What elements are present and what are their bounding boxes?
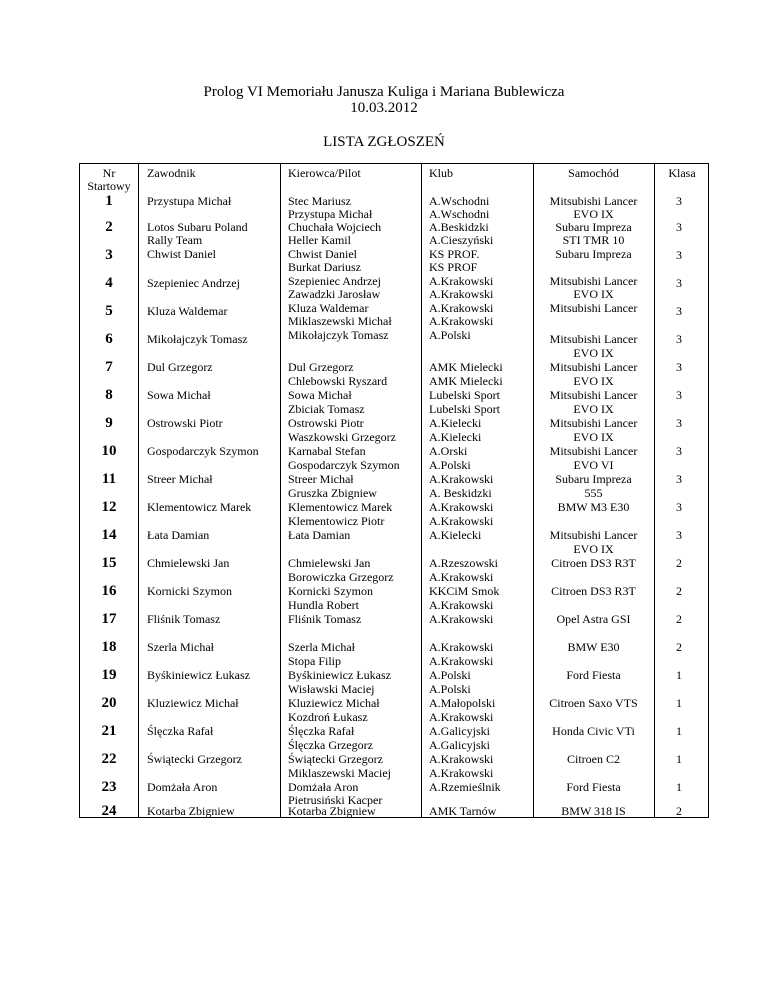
club-name: A.Kielecki: [429, 416, 482, 430]
car-model: EVO IX: [573, 430, 614, 444]
competitor-name: Kluziewicz Michał: [147, 696, 239, 710]
car-model: Citroen DS3 R3T: [551, 584, 636, 598]
car-model: Mitsubishi Lancer: [549, 301, 638, 315]
club-name: A.Krakowski: [429, 570, 494, 584]
car-model: EVO VI: [573, 458, 614, 472]
car-model: Ford Fiesta: [566, 780, 621, 794]
class-value: 3: [676, 194, 682, 208]
car-model: BMW 318 IS: [561, 804, 626, 818]
competitor-name: Szepieniec Andrzej: [147, 276, 240, 290]
club-name: A.Polski: [429, 458, 471, 472]
competitor-name: Fliśnik Tomasz: [147, 612, 221, 626]
car-model: Mitsubishi Lancer: [549, 274, 638, 288]
competitor-name: Kotarba Zbigniew: [147, 804, 235, 818]
club-name: A.Krakowski: [429, 766, 494, 780]
competitor-name: Mikołajczyk Tomasz: [147, 332, 248, 346]
crew-member: Heller Kamil: [288, 233, 351, 247]
club-name: A.Beskidzki: [429, 220, 489, 234]
car-model: EVO IX: [573, 287, 614, 301]
class-value: 3: [676, 528, 682, 542]
class-value: 3: [676, 304, 682, 318]
crew-member: Fliśnik Tomasz: [288, 612, 362, 626]
crew-member: Świątecki Grzegorz: [288, 752, 383, 766]
club-name: A.Krakowski: [429, 640, 494, 654]
competitor-name: Gospodarczyk Szymon: [147, 444, 259, 458]
competitor-name: Kornicki Szymon: [147, 584, 232, 598]
header-zawodnik: Zawodnik: [147, 166, 196, 180]
start-number: 19: [101, 667, 117, 683]
car-model: Mitsubishi Lancer: [549, 194, 638, 208]
crew-member: Pietrusiński Kacper: [288, 793, 383, 807]
crew-member: Waszkowski Grzegorz: [288, 430, 396, 444]
club-name: A.Krakowski: [429, 514, 494, 528]
column-divider: [280, 164, 281, 817]
start-number: 3: [105, 247, 113, 263]
crew-member: Dul Grzegorz: [288, 360, 354, 374]
crew-member: Streer Michał: [288, 472, 354, 486]
class-value: 3: [676, 500, 682, 514]
start-number: 24: [101, 803, 117, 819]
start-number: 11: [101, 471, 117, 487]
start-number: 2: [105, 219, 113, 235]
class-value: 1: [676, 780, 682, 794]
competitor-name: Łata Damian: [147, 528, 210, 542]
club-name: A.Krakowski: [429, 500, 494, 514]
competitor-name: Byśkiniewicz Łukasz: [147, 668, 250, 682]
class-value: 3: [676, 332, 682, 346]
club-name: A.Krakowski: [429, 287, 494, 301]
competitor-name: Chwist Daniel: [147, 247, 216, 261]
competitor-name: Przystupa Michał: [147, 194, 232, 208]
start-number: 7: [105, 359, 113, 375]
car-model: 555: [584, 486, 603, 500]
club-name: A.Kielecki: [429, 528, 482, 542]
club-name: A.Cieszyński: [429, 233, 494, 247]
competitor-name: Szerla Michał: [147, 640, 214, 654]
class-value: 3: [676, 472, 682, 486]
car-model: Mitsubishi Lancer: [549, 360, 638, 374]
club-name: A.Krakowski: [429, 472, 494, 486]
header-samochod: Samochód: [568, 166, 619, 180]
class-value: 2: [676, 612, 682, 626]
start-number: 17: [101, 611, 117, 627]
crew-member: Mikołajczyk Tomasz: [288, 328, 389, 342]
club-name: A.Krakowski: [429, 301, 494, 315]
crew-member: Chmielewski Jan: [288, 556, 371, 570]
club-name: A.Galicyjski: [429, 724, 490, 738]
car-model: Subaru Impreza: [555, 472, 632, 486]
crew-member: Chwist Daniel: [288, 247, 357, 261]
start-number: 5: [105, 303, 113, 319]
club-name: A.Krakowski: [429, 710, 494, 724]
competitor-name: Lotos Subaru Poland: [147, 220, 248, 234]
class-value: 3: [676, 248, 682, 262]
start-number: 4: [105, 275, 113, 291]
start-number: 16: [101, 583, 117, 599]
crew-member: Kotarba Zbigniew: [288, 804, 376, 818]
class-value: 2: [676, 640, 682, 654]
club-name: KS PROF: [429, 260, 478, 274]
start-number: 10: [101, 443, 117, 459]
competitor-name: Domżała Aron: [147, 780, 218, 794]
header-kierowca: Kierowca/Pilot: [288, 166, 361, 180]
crew-member: Chlebowski Ryszard: [288, 374, 388, 388]
car-model: STI TMR 10: [562, 233, 625, 247]
class-value: 1: [676, 724, 682, 738]
club-name: AMK Tarnów: [429, 804, 497, 818]
start-number: 8: [105, 387, 113, 403]
start-number: 15: [101, 555, 117, 571]
crew-member: Miklaszewski Michał: [288, 314, 392, 328]
crew-member: Gruszka Zbigniew: [288, 486, 377, 500]
club-name: A.Rzeszowski: [429, 556, 498, 570]
entry-table: [79, 163, 709, 818]
club-name: A.Polski: [429, 668, 471, 682]
class-value: 1: [676, 696, 682, 710]
class-value: 2: [676, 804, 682, 818]
class-value: 1: [676, 752, 682, 766]
club-name: A.Krakowski: [429, 612, 494, 626]
document-date: 10.03.2012: [350, 100, 418, 116]
crew-member: Sowa Michał: [288, 388, 352, 402]
competitor-name: Chmielewski Jan: [147, 556, 230, 570]
crew-member: Zawadzki Jarosław: [288, 287, 381, 301]
car-model: Mitsubishi Lancer: [549, 444, 638, 458]
competitor-name: Rally Team: [147, 233, 203, 247]
car-model: Honda Civic VTi: [552, 724, 635, 738]
class-value: 3: [676, 276, 682, 290]
competitor-name: Klementowicz Marek: [147, 500, 252, 514]
crew-member: Kluza Waldemar: [288, 301, 369, 315]
crew-member: Szerla Michał: [288, 640, 355, 654]
start-number: 18: [101, 639, 117, 655]
competitor-name: Streer Michał: [147, 472, 213, 486]
crew-member: Łata Damian: [288, 528, 351, 542]
club-name: A. Beskidzki: [429, 486, 492, 500]
club-name: A.Krakowski: [429, 598, 494, 612]
start-number: 12: [101, 499, 117, 515]
start-number: 23: [101, 779, 117, 795]
start-number: 21: [101, 723, 117, 739]
car-model: BMW M3 E30: [557, 500, 630, 514]
crew-member: Ostrowski Piotr: [288, 416, 364, 430]
club-name: A.Krakowski: [429, 314, 494, 328]
competitor-name: Ostrowski Piotr: [147, 416, 223, 430]
car-model: EVO IX: [573, 542, 614, 556]
car-model: Citroen DS3 R3T: [551, 556, 636, 570]
crew-member: Chuchała Wojciech: [288, 220, 382, 234]
class-value: 1: [676, 668, 682, 682]
club-name: KKCiM Smok: [429, 584, 500, 598]
crew-member: Szepieniec Andrzej: [288, 274, 381, 288]
class-value: 2: [676, 556, 682, 570]
club-name: A.Galicyjski: [429, 738, 490, 752]
class-value: 3: [676, 360, 682, 374]
car-model: Subaru Impreza: [555, 247, 632, 261]
crew-member: Kornicki Szymon: [288, 584, 373, 598]
header-nr-line2: Startowy: [87, 179, 131, 193]
club-name: A.Wschodni: [429, 207, 490, 221]
document-subtitle: LISTA ZGŁOSZEŃ: [323, 134, 445, 150]
start-number: 1: [105, 193, 113, 209]
car-model: Mitsubishi Lancer: [549, 332, 638, 346]
header-nr-line1: Nr: [102, 166, 116, 180]
car-model: Subaru Impreza: [555, 220, 632, 234]
crew-member: Gospodarczyk Szymon: [288, 458, 400, 472]
club-name: A.Wschodni: [429, 194, 490, 208]
start-number: 6: [105, 331, 113, 347]
crew-member: Stec Mariusz: [288, 194, 351, 208]
competitor-name: Ślęczka Rafał: [147, 724, 214, 738]
start-number: 20: [101, 695, 117, 711]
club-name: AMK Mielecki: [429, 360, 503, 374]
crew-member: Burkat Dariusz: [288, 260, 361, 274]
car-model: Ford Fiesta: [566, 668, 621, 682]
crew-member: Ślęczka Rafał: [288, 724, 355, 738]
crew-member: Zbiciak Tomasz: [288, 402, 365, 416]
header-klub: Klub: [429, 166, 453, 180]
crew-member: Kozdroń Łukasz: [288, 710, 368, 724]
document-title: Prolog VI Memoriału Janusza Kuliga i Mariana Bublewicza: [203, 84, 565, 100]
car-model: EVO IX: [573, 374, 614, 388]
start-number: 22: [101, 751, 117, 767]
crew-member: Ślęczka Grzegorz: [288, 738, 373, 752]
class-value: 3: [676, 388, 682, 402]
class-value: 3: [676, 416, 682, 430]
competitor-name: Kluza Waldemar: [147, 304, 228, 318]
crew-member: Miklaszewski Maciej: [288, 766, 391, 780]
car-model: Mitsubishi Lancer: [549, 416, 638, 430]
competitor-name: Dul Grzegorz: [147, 360, 213, 374]
car-model: Opel Astra GSI: [556, 612, 631, 626]
car-model: EVO IX: [573, 346, 614, 360]
crew-member: Karnabal Stefan: [288, 444, 366, 458]
competitor-name: Sowa Michał: [147, 388, 211, 402]
crew-member: Przystupa Michał: [288, 207, 373, 221]
crew-member: Domżała Aron: [288, 780, 359, 794]
club-name: A.Małopolski: [429, 696, 496, 710]
class-value: 3: [676, 444, 682, 458]
club-name: A.Orski: [429, 444, 468, 458]
crew-member: Stopa Filip: [288, 654, 342, 668]
car-model: Citroen C2: [567, 752, 620, 766]
club-name: A.Kielecki: [429, 430, 482, 444]
start-number: 9: [105, 415, 113, 431]
club-name: AMK Mielecki: [429, 374, 503, 388]
club-name: Lubelski Sport: [429, 388, 500, 402]
header-klasa: Klasa: [668, 166, 696, 180]
club-name: A.Polski: [429, 328, 471, 342]
club-name: A.Polski: [429, 682, 471, 696]
club-name: A.Krakowski: [429, 274, 494, 288]
crew-member: Wisławski Maciej: [288, 682, 375, 696]
car-model: EVO IX: [573, 402, 614, 416]
start-number: 14: [101, 527, 117, 543]
crew-member: Klementowicz Piotr: [288, 514, 385, 528]
car-model: Citroen Saxo VTS: [549, 696, 638, 710]
crew-member: Kluziewicz Michał: [288, 696, 380, 710]
crew-member: Borowiczka Grzegorz: [288, 570, 394, 584]
car-model: BMW E30: [567, 640, 620, 654]
car-model: EVO IX: [573, 207, 614, 221]
club-name: Lubelski Sport: [429, 402, 500, 416]
club-name: A.Krakowski: [429, 654, 494, 668]
class-value: 2: [676, 584, 682, 598]
column-divider: [138, 164, 139, 817]
crew-member: Klementowicz Marek: [288, 500, 393, 514]
club-name: KS PROF.: [429, 247, 480, 261]
class-value: 3: [676, 220, 682, 234]
crew-member: Byśkiniewicz Łukasz: [288, 668, 391, 682]
crew-member: Hundla Robert: [288, 598, 359, 612]
car-model: Mitsubishi Lancer: [549, 528, 638, 542]
car-model: Mitsubishi Lancer: [549, 388, 638, 402]
club-name: A.Krakowski: [429, 752, 494, 766]
competitor-name: Świątecki Grzegorz: [147, 752, 242, 766]
club-name: A.Rzemieślnik: [429, 780, 501, 794]
column-divider: [421, 164, 422, 817]
